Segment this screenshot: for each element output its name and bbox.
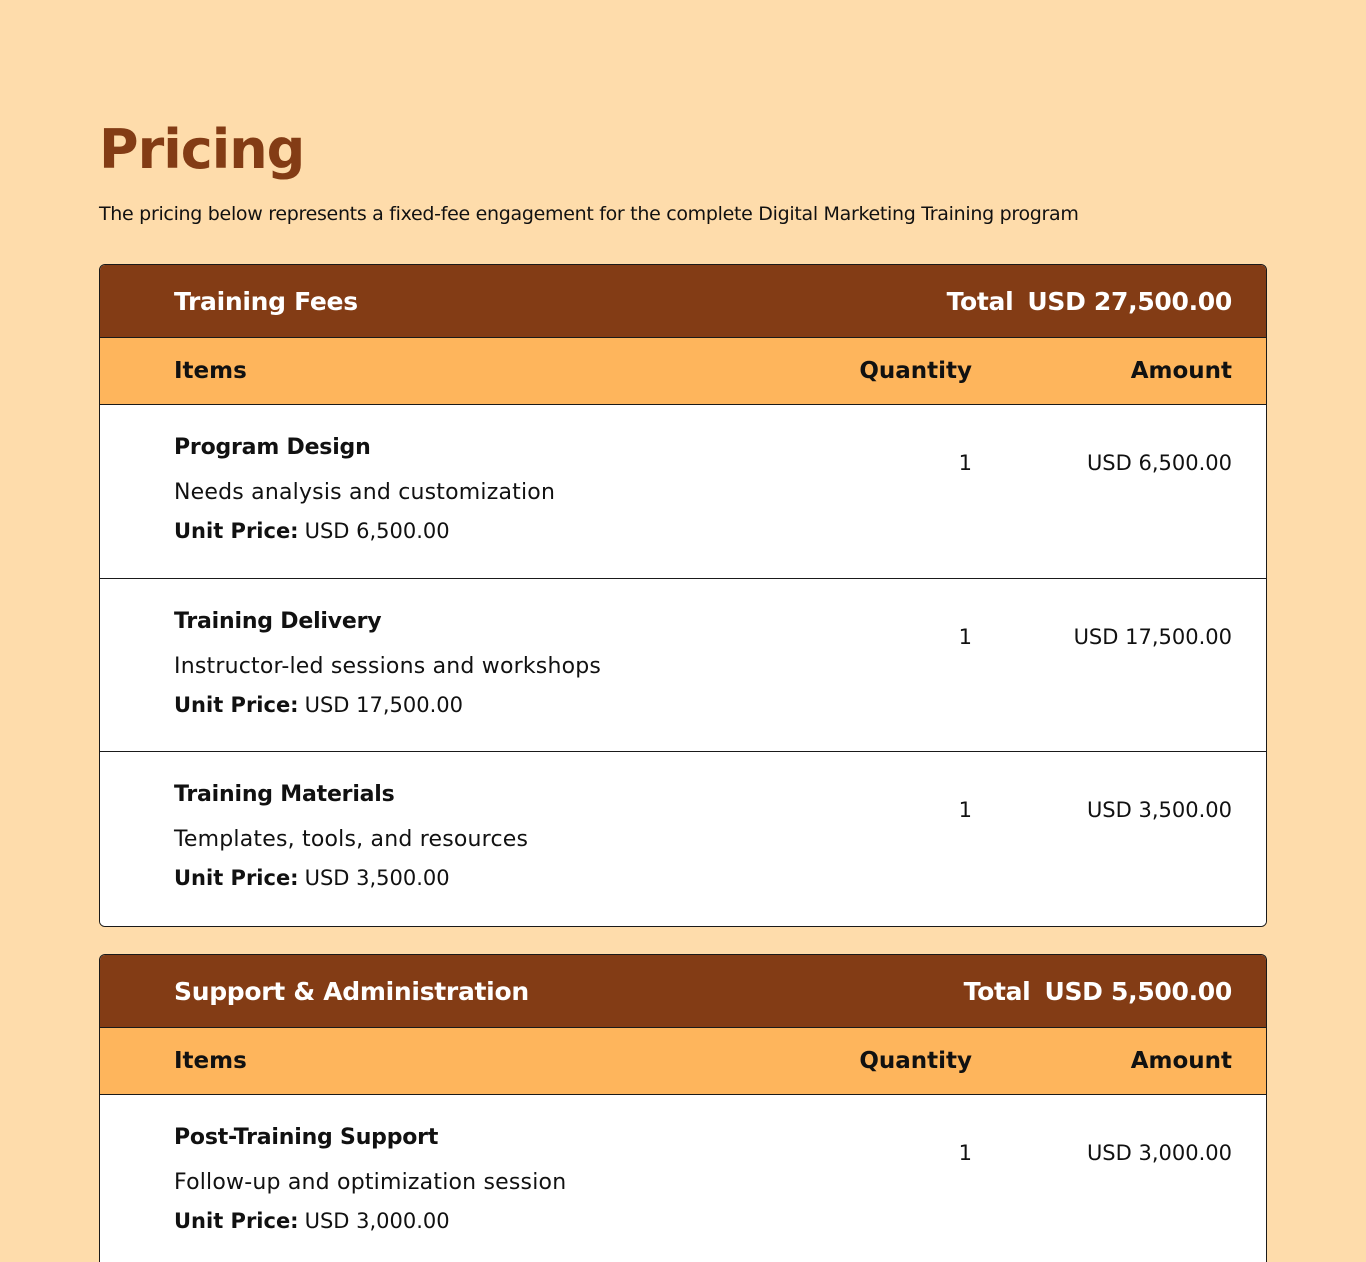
column-items: Items	[174, 1048, 247, 1074]
unit-price-value: USD 6,500.00	[304, 519, 450, 543]
column-quantity: Quantity	[859, 1048, 972, 1074]
unit-price-value: USD 3,500.00	[304, 866, 450, 890]
section-title: Training Fees	[174, 286, 358, 316]
item-name: Training Delivery	[174, 608, 382, 634]
item-description: Templates, tools, and resources	[174, 827, 529, 852]
column-amount: Amount	[1130, 1048, 1232, 1074]
total-label: Total	[963, 976, 1031, 1006]
item-amount: USD 17,500.00	[1073, 624, 1232, 649]
section-total	[964, 977, 1232, 1006]
total-value: USD 5,500.00	[1044, 976, 1232, 1006]
section-title: Support & Administration	[174, 976, 529, 1006]
item-amount: USD 3,000.00	[1086, 1141, 1232, 1165]
item-quantity: 1	[958, 1141, 972, 1165]
item-name: Program Design	[174, 435, 371, 460]
item-description: Follow-up and optimization session	[174, 1170, 567, 1195]
unit-price-value: USD 17,500.00	[304, 692, 464, 717]
column-header	[100, 1028, 1266, 1095]
item-unit-price	[174, 693, 812, 717]
item-amount: USD 6,500.00	[1086, 451, 1232, 475]
section-header	[100, 265, 1266, 338]
column-amount: Amount	[1130, 358, 1232, 384]
table-row	[100, 752, 1266, 926]
item-unit-price	[174, 519, 812, 543]
column-items: Items	[174, 358, 247, 384]
column-header	[100, 338, 1266, 405]
pricing-section-support-administration	[99, 954, 1267, 1262]
total-label: Total	[946, 286, 1014, 316]
unit-price-label: Unit Price:	[174, 866, 299, 890]
table-row	[100, 579, 1266, 753]
page-title: Pricing	[99, 118, 305, 181]
item-description: Needs analysis and customization	[174, 480, 556, 505]
item-unit-price	[174, 866, 812, 890]
column-quantity: Quantity	[859, 358, 972, 384]
item-amount: USD 3,500.00	[1086, 798, 1232, 822]
section-header	[100, 955, 1266, 1028]
item-quantity: 1	[958, 451, 972, 475]
unit-price-value: USD 3,000.00	[304, 1209, 450, 1233]
table-row	[100, 405, 1266, 579]
item-quantity: 1	[958, 624, 972, 649]
item-name: Training Materials	[174, 782, 395, 807]
unit-price-label: Unit Price:	[174, 1209, 299, 1233]
section-total	[947, 287, 1232, 316]
total-value: USD 27,500.00	[1027, 286, 1232, 316]
unit-price-label: Unit Price:	[174, 519, 299, 543]
page-subtitle: The pricing below represents a fixed-fee engagement for the complete Digital Marketing Training program	[99, 203, 1079, 225]
unit-price-label: Unit Price:	[174, 692, 299, 717]
table-row	[100, 1095, 1266, 1262]
pricing-section-training-fees	[99, 264, 1267, 927]
item-name: Post-Training Support	[174, 1125, 439, 1150]
item-unit-price	[174, 1209, 812, 1233]
item-quantity: 1	[958, 798, 972, 822]
item-description: Instructor-led sessions and workshops	[174, 653, 602, 679]
